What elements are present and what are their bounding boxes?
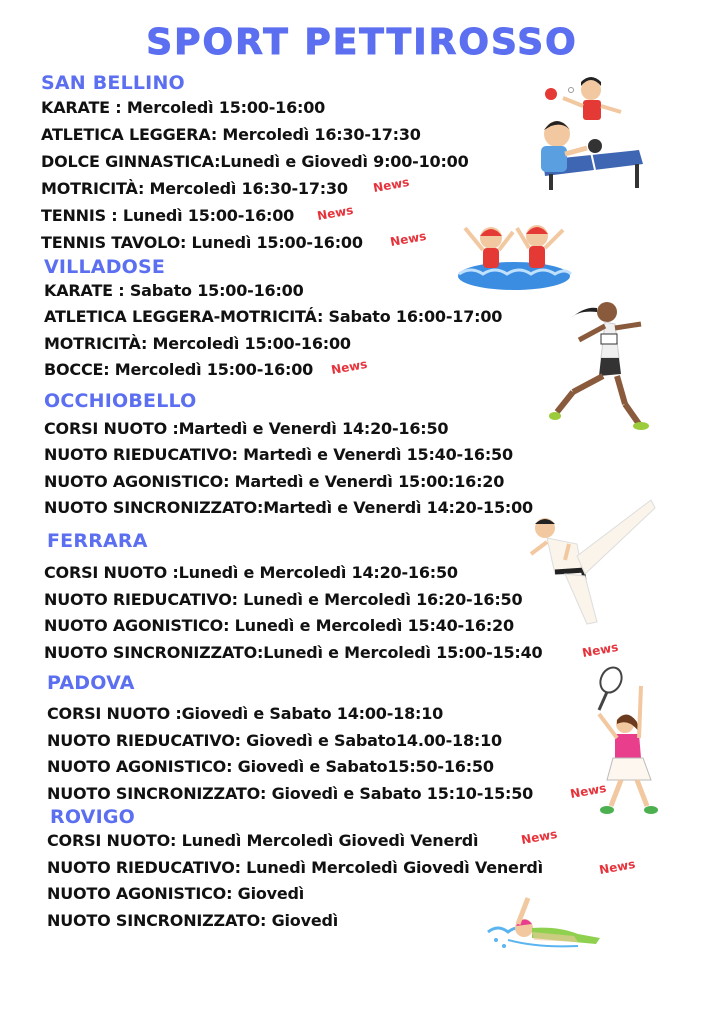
news-badge: News [372,174,411,196]
schedule-line: CORSI NUOTO :Lunedì e Mercoledì 14:20-16:50 [44,563,458,582]
schedule-line: NUOTO SINCRONIZZATO:Lunedì e Mercoledì 15:00-15:40 [44,643,543,662]
schedule-line: NUOTO SINCRONIZZATO: Giovedì [47,911,339,930]
schedule-line: NUOTO AGONISTICO: Giovedì [47,884,305,903]
schedule-line: NUOTO RIEDUCATIVO: Giovedì e Sabato14.00-18:10 [47,731,502,750]
schedule-line: NUOTO RIEDUCATIVO: Martedì e Venerdì 15:40-16:50 [44,445,513,464]
schedule-line: NUOTO AGONISTICO: Martedì e Venerdì 15:00:16:20 [44,472,505,491]
schedule-line: ATLETICA LEGGERA-MOTRICITÁ: Sabato 16:00-17:00 [44,307,503,326]
schedule-line: KARATE : Mercoledì 15:00-16:00 [41,98,326,117]
schedule-line: NUOTO AGONISTICO: Lunedì e Mercoledì 15:40-16:20 [44,616,514,635]
schedule-line: NUOTO AGONISTICO: Giovedì e Sabato15:50-16:50 [47,757,494,776]
schedule-line: MOTRICITÀ: Mercoledì 15:00-16:00 [44,334,351,353]
schedule-line: NUOTO RIEDUCATIVO: Lunedì e Mercoledì 16:20-16:50 [44,590,523,609]
news-badge: News [520,826,559,848]
tennis-player-illustration [585,658,665,818]
section-heading-villadose: VILLADOSE [44,256,166,278]
runner-illustration [545,296,655,436]
news-badge: News [316,202,355,224]
schedule-line: CORSI NUOTO :Giovedì e Sabato 14:00-18:10 [47,704,444,723]
news-badge: News [389,228,428,250]
schedule-line: NUOTO SINCRONIZZATO:Martedì e Venerdì 14:20-15:00 [44,498,533,517]
schedule-line: DOLCE GINNASTICA:Lunedì e Giovedì 9:00-10:00 [41,152,469,171]
news-badge: News [598,856,637,878]
schedule-line: TENNIS : Lunedì 15:00-16:00 [41,206,295,225]
schedule-line: NUOTO SINCRONIZZATO: Giovedì e Sabato 15:10-15:50 [47,784,534,803]
schedule-line: MOTRICITÀ: Mercoledì 16:30-17:30 [41,179,348,198]
schedule-line: CORSI NUOTO: Lunedì Mercoledì Giovedì Venerdì [47,831,479,850]
news-badge: News [581,639,620,661]
page-title: SPORT PETTIROSSO [146,22,578,63]
schedule-line: BOCCE: Mercoledì 15:00-16:00 [44,360,314,379]
schedule-line: CORSI NUOTO :Martedì e Venerdì 14:20-16:50 [44,419,449,438]
section-heading-san-bellino: SAN BELLINO [41,72,185,94]
table-tennis-players-illustration [535,72,647,194]
section-heading-occhiobello: OCCHIOBELLO [44,390,197,412]
news-badge: News [569,780,608,802]
section-heading-padova: PADOVA [47,672,135,694]
section-heading-ferrara: FERRARA [47,530,148,552]
section-heading-rovigo: ROVIGO [50,806,135,828]
synchronized-swimmers-illustration [455,214,573,294]
swimmer-illustration [478,888,610,952]
karate-kicker-illustration [525,490,660,635]
schedule-line: NUOTO RIEDUCATIVO: Lunedì Mercoledì Giovedì Venerdì [47,858,543,877]
schedule-line: KARATE : Sabato 15:00-16:00 [44,281,304,300]
news-badge: News [330,356,369,378]
schedule-line: TENNIS TAVOLO: Lunedì 15:00-16:00 [41,233,363,252]
schedule-line: ATLETICA LEGGERA: Mercoledì 16:30-17:30 [41,125,421,144]
